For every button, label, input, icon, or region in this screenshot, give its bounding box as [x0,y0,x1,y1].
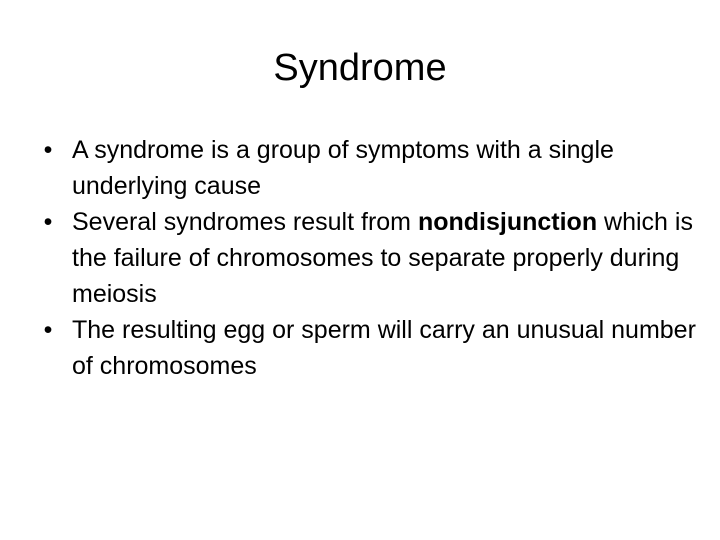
bullet-item-1 [36,132,696,204]
bullet-marker: • [43,136,53,164]
slide-title: Syndrome [273,47,447,89]
bullet-text: The resulting egg or sperm will carry an unusual number of chromosomes [72,316,696,380]
bullet-item-3 [36,312,696,384]
bullet-item-2 [36,204,696,312]
bullet-text: A syndrome is a group of symptoms with a single underlying cause [72,136,614,200]
bullet-list [36,132,696,384]
bullet-text-after: which is the failure of chromosomes to separate properly during meiosis [72,208,693,308]
bold-term: nondisjunction [417,208,598,236]
bullet-text-before: Several syndromes result from [72,208,418,236]
bullet-marker: • [43,208,53,236]
bullet-marker: • [43,316,53,344]
